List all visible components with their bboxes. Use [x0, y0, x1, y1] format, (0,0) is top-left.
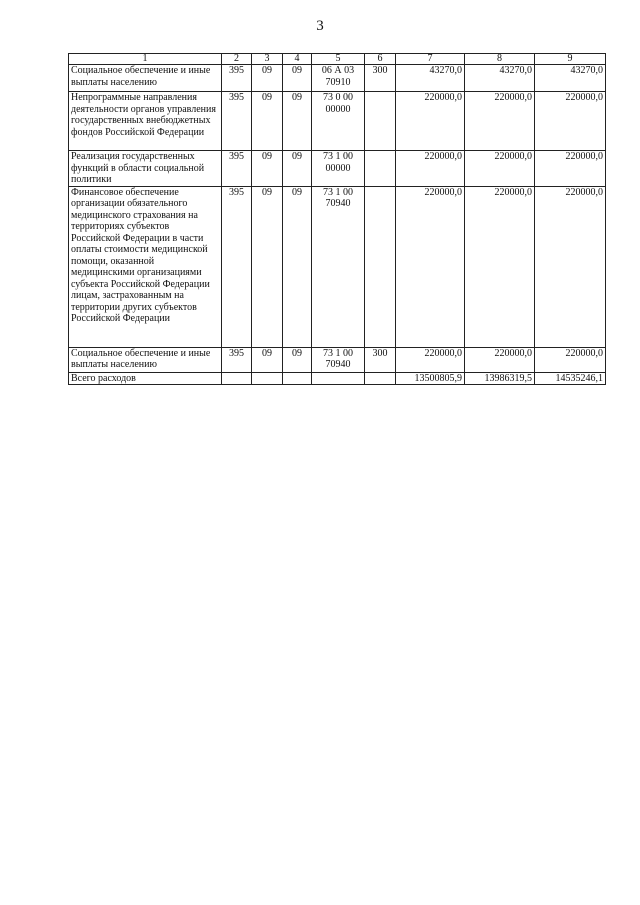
- row-expense-type: 300: [365, 65, 396, 92]
- header-cell-4: 4: [283, 54, 312, 65]
- row-name: Финансовое обеспечение организации обязательного медицинского страхования на территориях субъектов Российской Федерации в части оплаты стоимости медицинской помощи, оказанной медицинскими организациями субъекта Российской Федерации лицам, застрахованным на территории других субъектов Российской Федерации: [69, 186, 222, 347]
- empty-cell: [252, 372, 283, 385]
- header-cell-7: 7: [396, 54, 465, 65]
- row-name: Социальное обеспечение и иные выплаты населению: [69, 347, 222, 372]
- row-amount-col7: 43270,0: [396, 65, 465, 92]
- row-expense-type: [365, 151, 396, 187]
- target-code-part-1: 06 А 03: [321, 65, 355, 76]
- row-subsection-code: 09: [283, 151, 312, 187]
- row-ministry-code: 395: [222, 151, 252, 187]
- row-ministry-code: 395: [222, 186, 252, 347]
- empty-cell: [222, 372, 252, 385]
- header-cell-8: 8: [465, 54, 535, 65]
- row-ministry-code: 395: [222, 65, 252, 92]
- total-row: [69, 372, 606, 385]
- row-section-code: 09: [252, 65, 283, 92]
- row-subsection-code: 09: [283, 65, 312, 92]
- table-row: [69, 65, 606, 92]
- row-target-code: [312, 65, 365, 92]
- row-target-code: [312, 186, 365, 347]
- total-amount-col8: 13986319,5: [465, 372, 535, 385]
- row-name: Непрограммные направления деятельности органов управления государственных внебюджетных фондов Российской Федерации: [69, 92, 222, 151]
- row-section-code: 09: [252, 347, 283, 372]
- row-amount-col8: 220000,0: [465, 347, 535, 372]
- row-amount-col8: 220000,0: [465, 92, 535, 151]
- row-target-code: [312, 92, 365, 151]
- row-amount-col8: 220000,0: [465, 151, 535, 187]
- row-subsection-code: 09: [283, 186, 312, 347]
- row-amount-col7: 220000,0: [396, 151, 465, 187]
- target-code-part-1: 73 1 00: [323, 151, 353, 162]
- row-name: Социальное обеспечение и иные выплаты населению: [69, 65, 222, 92]
- row-target-code: [312, 151, 365, 187]
- header-cell-3: 3: [252, 54, 283, 65]
- total-label: Всего расходов: [69, 372, 222, 385]
- row-section-code: 09: [252, 151, 283, 187]
- row-amount-col8: 220000,0: [465, 186, 535, 347]
- row-ministry-code: 395: [222, 92, 252, 151]
- row-expense-type: 300: [365, 347, 396, 372]
- table-row: [69, 151, 606, 187]
- row-name: Реализация государственных функций в области социальной политики: [69, 151, 222, 187]
- budget-table: [68, 53, 606, 385]
- row-amount-col7: 220000,0: [396, 92, 465, 151]
- row-subsection-code: 09: [283, 92, 312, 151]
- row-ministry-code: 395: [222, 347, 252, 372]
- target-code-part-1: 73 1 00: [323, 186, 353, 198]
- row-section-code: 09: [252, 186, 283, 347]
- row-amount-col7: 220000,0: [396, 186, 465, 347]
- empty-cell: [365, 372, 396, 385]
- target-code-part-1: 73 0 00: [323, 92, 353, 103]
- target-code-part-1: 73 1 00: [323, 347, 353, 359]
- row-target-code: [312, 347, 365, 372]
- target-code-part-2: 70940: [325, 198, 351, 209]
- row-section-code: 09: [252, 92, 283, 151]
- table-row: [69, 92, 606, 151]
- page-number: 3: [316, 18, 324, 34]
- row-subsection-code: 09: [283, 347, 312, 372]
- target-code-part-2: 00000: [325, 162, 351, 174]
- table-header-row: [69, 54, 606, 65]
- row-expense-type: [365, 186, 396, 347]
- target-code-part-2: 70910: [325, 76, 351, 88]
- header-cell-2: 2: [222, 54, 252, 65]
- header-cell-5: 5: [312, 54, 365, 65]
- row-amount-col9: 220000,0: [535, 151, 606, 187]
- header-cell-6: 6: [365, 54, 396, 65]
- row-amount-col9: 220000,0: [535, 186, 606, 347]
- header-cell-1: 1: [69, 54, 222, 65]
- row-amount-col7: 220000,0: [396, 347, 465, 372]
- target-code-part-2: 00000: [325, 103, 351, 115]
- empty-cell: [312, 372, 365, 385]
- row-amount-col9: 220000,0: [535, 347, 606, 372]
- table-row: [69, 347, 606, 372]
- row-amount-col8: 43270,0: [465, 65, 535, 92]
- target-code-part-2: 70940: [325, 359, 351, 370]
- total-amount-col9: 14535246,1: [535, 372, 606, 385]
- row-amount-col9: 43270,0: [535, 65, 606, 92]
- table-row: [69, 186, 606, 347]
- row-amount-col9: 220000,0: [535, 92, 606, 151]
- row-expense-type: [365, 92, 396, 151]
- empty-cell: [283, 372, 312, 385]
- header-cell-9: 9: [535, 54, 606, 65]
- total-amount-col7: 13500805,9: [396, 372, 465, 385]
